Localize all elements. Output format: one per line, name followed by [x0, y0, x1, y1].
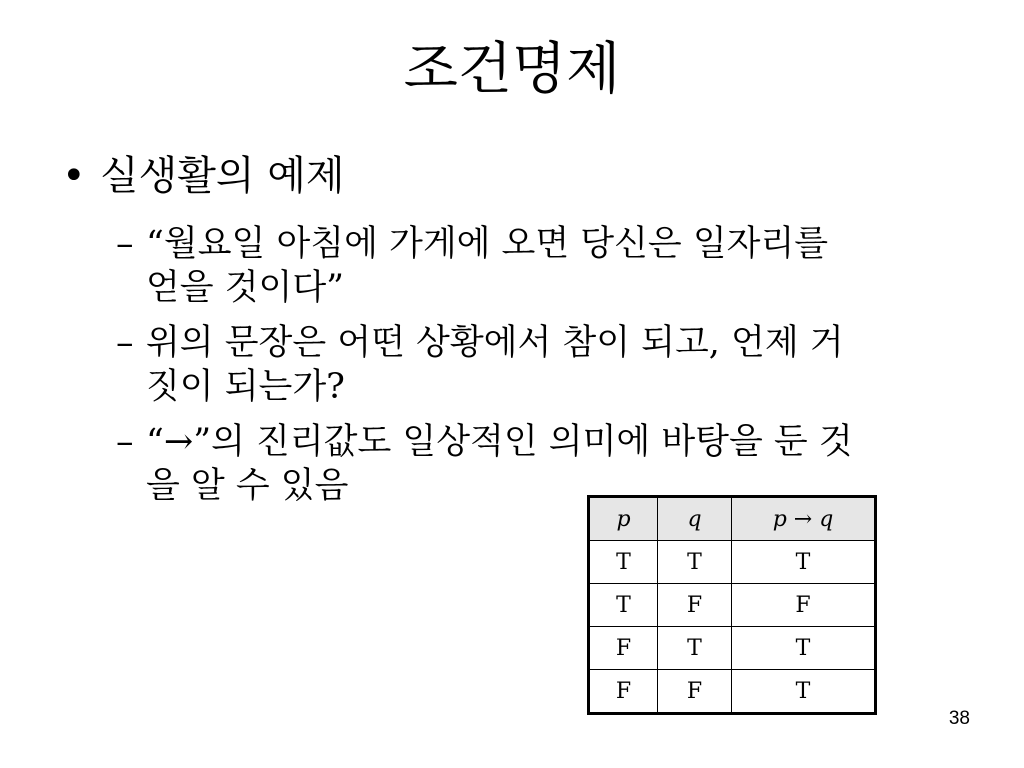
table-cell: F	[589, 627, 658, 670]
table-row	[589, 584, 876, 627]
table-cell: T	[589, 584, 658, 627]
table-header-row	[589, 497, 876, 541]
sub-item-line: 짓이 되는가?	[146, 367, 345, 407]
table-cell: T	[589, 541, 658, 584]
table-row	[589, 541, 876, 584]
table-cell: F	[732, 584, 876, 627]
table-header-cell: p	[589, 497, 658, 541]
table-cell: T	[658, 541, 732, 584]
truth-table	[587, 495, 877, 715]
table-header-cell: p → q	[732, 497, 876, 541]
sub-item-marker: –	[116, 323, 134, 363]
table-row	[589, 627, 876, 670]
table-cell: T	[732, 670, 876, 714]
slide-title: 조건명제	[403, 37, 621, 102]
table-row	[589, 670, 876, 714]
sub-item-line: “월요일 아침에 가게에 오면 당신은 일자리를	[146, 224, 829, 264]
bullet-text: 실생활의 예제	[100, 153, 345, 199]
sub-item-line: 을 알 수 있음	[146, 466, 349, 506]
table-cell: F	[658, 584, 732, 627]
table-cell: T	[732, 541, 876, 584]
sub-item-line: 위의 문장은 어떤 상황에서 참이 되고, 언제 거	[146, 323, 844, 363]
table-header-cell: q	[658, 497, 732, 541]
sub-item-marker: –	[116, 224, 134, 264]
table-cell: F	[589, 670, 658, 714]
table-cell: T	[658, 627, 732, 670]
sub-item-line: 얻을 것이다”	[146, 268, 345, 308]
bullet-marker: •	[62, 153, 86, 199]
page-number: 38	[948, 708, 970, 729]
table-cell: T	[732, 627, 876, 670]
sub-item-line: “→”의 진리값도 일상적인 의미에 바탕을 둔 것	[146, 422, 853, 462]
table-cell: F	[658, 670, 732, 714]
sub-item-marker: –	[116, 422, 134, 462]
